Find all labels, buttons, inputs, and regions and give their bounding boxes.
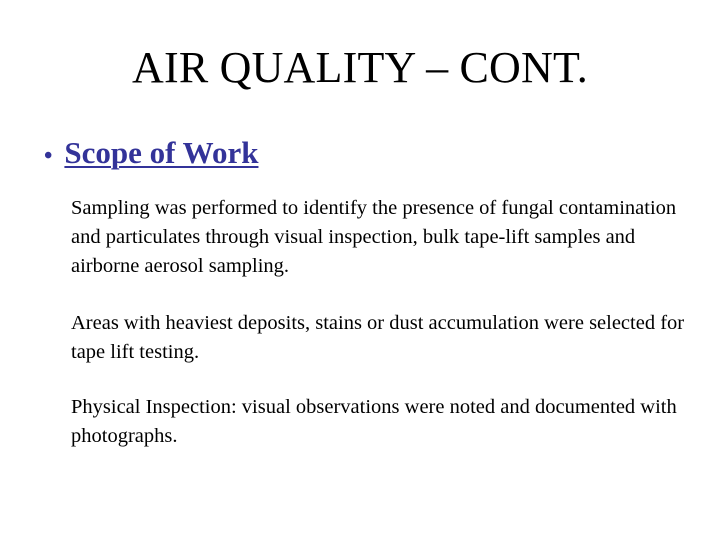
paragraph-physical-inspection: Physical Inspection: visual observations were noted and documented with photographs. [71, 396, 677, 447]
bullet-heading-row [44, 133, 258, 173]
slide-title: AIR QUALITY – CONT. [132, 43, 588, 92]
paragraph-areas: Areas with heaviest deposits, stains or dust accumulation were selected for tape lift testing. [71, 312, 685, 363]
paragraph-sampling: Sampling was performed to identify the presence of fungal contamination and particulates through visual inspection, bulk tape-lift samples and airborne aerosol sampling. [71, 197, 677, 277]
bullet-marker: • [44, 143, 53, 169]
section-heading: Scope of Work [64, 135, 259, 170]
